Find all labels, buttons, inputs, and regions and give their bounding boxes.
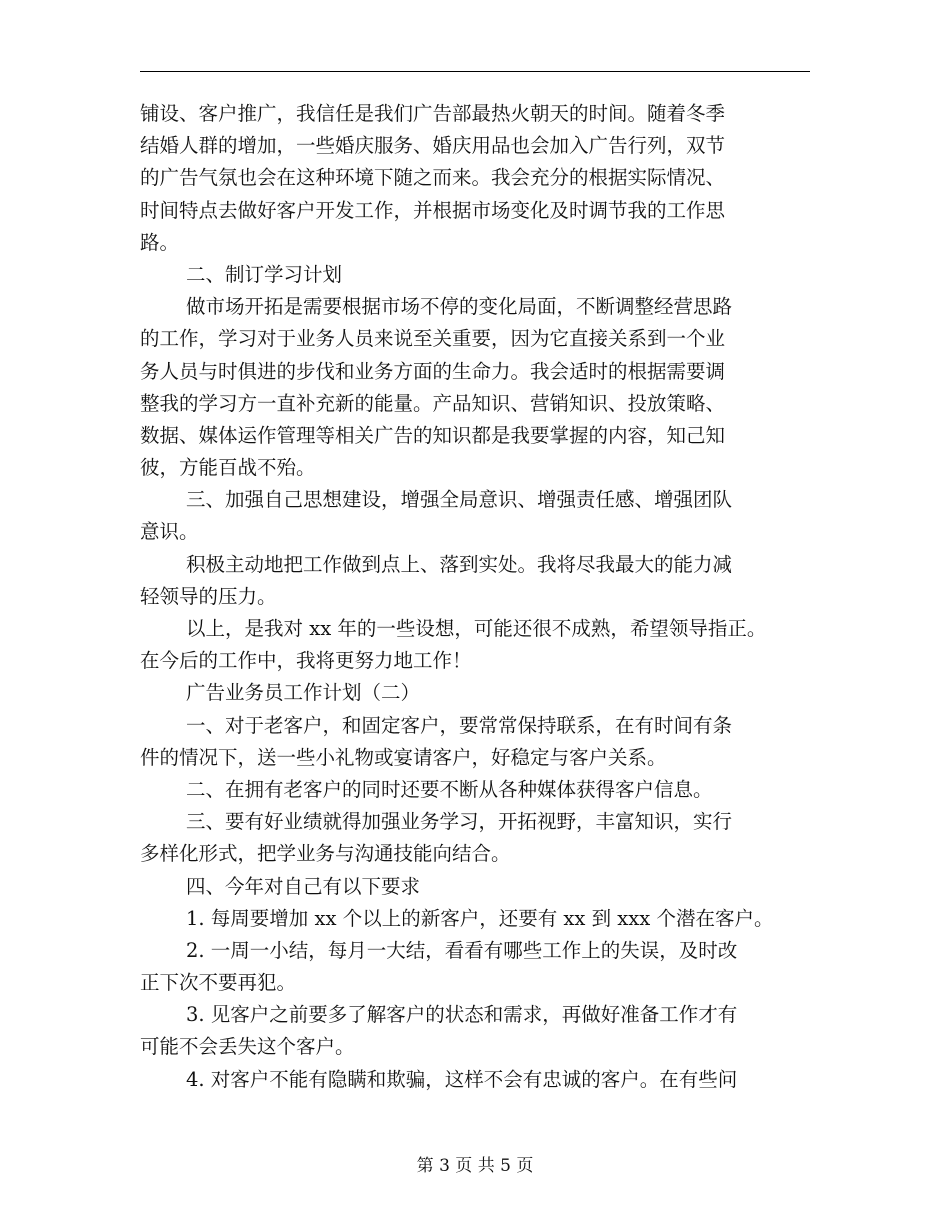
text-line: 彼，方能百战不殆。: [140, 456, 316, 480]
text-line: 积极主动地把工作做到点上、落到实处。我将尽我最大的能力减: [186, 552, 733, 576]
document-subtitle: 广告业务员工作计划（二）: [186, 681, 421, 705]
text-line: 轻领导的压力。: [140, 584, 277, 608]
header-rule: [140, 71, 810, 72]
text-line: 可能不会丢失这个客户。: [140, 1035, 355, 1059]
document-body: [140, 98, 820, 1096]
text-line: 以上，是我对 xx 年的一些设想，可能还很不成熟，希望领导指正。: [186, 617, 767, 640]
text-line: 在今后的工作中，我将更努力地工作！: [140, 649, 472, 673]
text-line: 的工作，学习对于业务人员来说至关重要，因为它直接关系到一个业: [140, 327, 726, 351]
list-item: 4. 对客户不能有隐瞒和欺骗，这样不会有忠诚的客户。在有些问: [186, 1067, 738, 1091]
text-line: 一、对于老客户，和固定客户，要常常保持联系，在有时间有条: [186, 713, 733, 737]
text-line: 路。: [140, 230, 180, 254]
text-line: 整我的学习方一直补充新的能量。产品知识、营销知识、投放策略、: [140, 391, 726, 415]
text-line: 的广告气氛也会在这种环境下随之而来。我会充分的根据实际情况、: [140, 166, 726, 190]
page-number: 第 3 页 共 5 页: [416, 1156, 534, 1176]
section-heading: 四、今年对自己有以下要求: [186, 874, 421, 898]
list-item: 2. 一周一小结，每月一大结，看看有哪些工作上的失误，及时改: [186, 938, 738, 962]
text-line: 二、在拥有老客户的同时还要不断从各种媒体获得客户信息。: [186, 777, 713, 801]
list-item: 3. 见客户之前要多了解客户的状态和需求，再做好准备工作才有: [186, 1003, 738, 1027]
text-line: 铺设、客户推广，我信任是我们广告部最热火朝天的时间。随着冬季: [140, 102, 726, 125]
text-line: 时间特点去做好客户开发工作，并根据市场变化及时调节我的工作思: [140, 198, 726, 222]
text-line: 务人员与时俱进的步伐和业务方面的生命力。我会适时的根据需要调: [140, 359, 726, 383]
text-line: 意识。: [140, 520, 199, 544]
text-line: 正下次不要再犯。: [140, 971, 297, 995]
text-line: 做市场开拓是需要根据市场不停的变化局面，不断调整经营思路: [186, 295, 733, 319]
section-heading: 三、加强自己思想建设，增强全局意识、增强责任感、增强团队: [186, 488, 733, 512]
text-line: 三、要有好业绩就得加强业务学习，开拓视野，丰富知识，实行: [186, 810, 733, 834]
text-line: 件的情况下，送一些小礼物或宴请客户，好稳定与客户关系。: [140, 745, 667, 769]
text-line: 多样化形式，把学业务与沟通技能向结合。: [140, 842, 511, 866]
text-line: 数据、媒体运作管理等相关广告的知识都是我要掌握的内容，知己知: [140, 423, 726, 447]
section-heading: 二、制订学习计划: [186, 262, 343, 286]
text-line: 结婚人群的增加，一些婚庆服务、婚庆用品也会加入广告行列，双节: [140, 134, 726, 158]
list-item: 1. 每周要增加 xx 个以上的新客户，还要有 xx 到 xxx 个潜在客户。: [186, 906, 774, 930]
